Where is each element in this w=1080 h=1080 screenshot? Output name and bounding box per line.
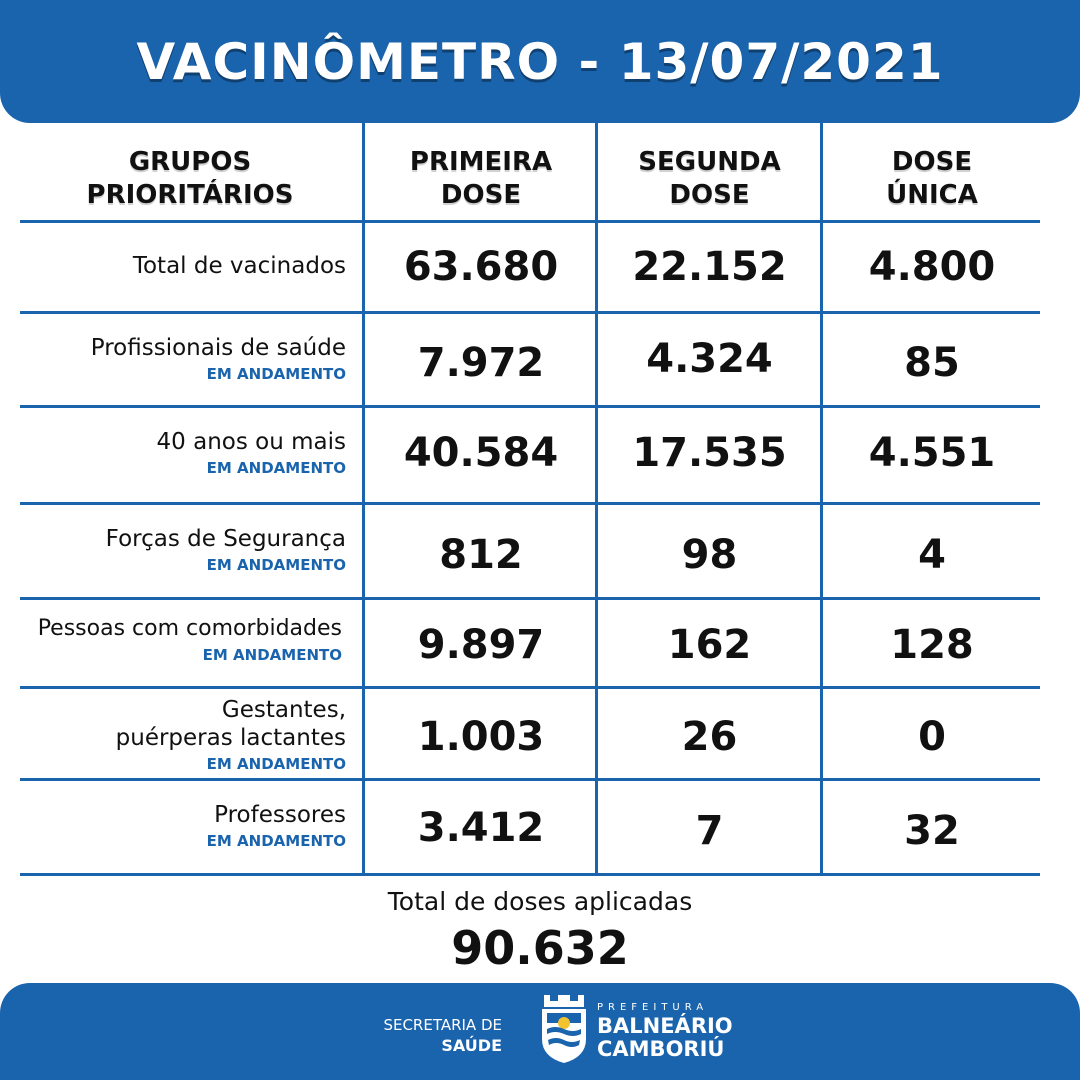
column-header-second-dose (599, 146, 820, 216)
row-divider (20, 220, 1040, 223)
row-divider (20, 778, 1040, 781)
secretariat-line: SAÚDE (441, 1036, 502, 1055)
table-cell-first-dose: 40.584 (403, 430, 559, 476)
row-name: Total de vacinados (132, 253, 346, 279)
table-cell-single-dose: 85 (904, 340, 960, 386)
table-cell-single-dose: 32 (904, 808, 960, 854)
row-label-teachers (6, 801, 346, 853)
table-cell-second-dose: 162 (667, 622, 752, 668)
column-header-line: ÚNICA (886, 180, 978, 210)
column-header-line: DOSE (669, 180, 750, 210)
status-badge: EM ANDAMENTO (206, 365, 346, 383)
table-cell-first-dose: 3.412 (417, 805, 545, 851)
city-name-line: BALNEÁRIO (597, 1014, 733, 1038)
city-logo-wordmark (597, 1001, 757, 1061)
row-label-pregnant (6, 696, 346, 776)
row-label-40-plus (6, 428, 346, 480)
row-name: Professores (214, 802, 346, 828)
row-name: Forças de Segurança (105, 526, 346, 552)
total-doses-value: 90.632 (451, 921, 629, 975)
table-cell-second-dose: 17.535 (632, 430, 787, 476)
city-name-line: CAMBORIÚ (597, 1037, 725, 1061)
column-header-line: DOSE (891, 147, 973, 177)
row-name: Pessoas com comorbidades (37, 616, 342, 641)
page-title: VACINÔMETRO - 13/07/2021 (136, 33, 944, 91)
status-badge: EM ANDAMENTO (206, 459, 346, 477)
table-cell-second-dose: 98 (681, 532, 738, 578)
row-label-comorbidities (2, 615, 342, 667)
row-name-line2: puérperas lactantes (115, 725, 346, 751)
column-divider (820, 123, 823, 875)
column-header-line: PRIORITÁRIOS (86, 180, 294, 210)
header-banner (0, 0, 1080, 123)
row-divider (20, 311, 1040, 314)
row-name: Profissionais de saúde (90, 335, 346, 361)
row-name: Gestantes, (221, 697, 346, 723)
row-label-security-forces (6, 525, 346, 577)
column-header-groups (20, 146, 360, 216)
status-badge: EM ANDAMENTO (206, 755, 346, 773)
table-cell-single-dose: 128 (890, 622, 974, 668)
city-crest-icon (538, 993, 590, 1065)
column-header-line: SEGUNDA (638, 147, 781, 177)
column-header-line: DOSE (440, 180, 522, 210)
table-cell-second-dose: 7 (695, 808, 724, 854)
table-cell-first-dose: 1.003 (417, 714, 545, 760)
table-cell-second-dose: 26 (681, 714, 738, 760)
column-divider (595, 123, 598, 875)
column-header-single-dose (824, 146, 1040, 216)
column-header-first-dose (366, 146, 596, 216)
status-badge: EM ANDAMENTO (202, 646, 342, 664)
row-name: 40 anos ou mais (156, 429, 346, 455)
column-header-line: PRIMEIRA (409, 147, 553, 177)
table-cell-first-dose: 63.680 (403, 244, 559, 290)
column-header-line: GRUPOS (128, 147, 252, 177)
table-cell-single-dose: 4.800 (868, 244, 996, 290)
row-divider (20, 405, 1040, 408)
row-label-health-professionals (6, 334, 346, 386)
total-doses-label: Total de doses aplicadas (387, 887, 693, 916)
table-cell-single-dose: 4 (918, 532, 946, 578)
prefeitura-label: PREFEITURA (597, 1002, 709, 1013)
row-divider (20, 597, 1040, 600)
status-badge: EM ANDAMENTO (206, 556, 346, 574)
row-divider (20, 686, 1040, 689)
table-cell-second-dose: 22.152 (632, 244, 787, 290)
table-cell-first-dose: 7.972 (417, 340, 545, 386)
secretariat-line: SECRETARIA DE (383, 1016, 502, 1034)
row-label-total-vaccinated (6, 252, 346, 280)
table-cell-single-dose: 4.551 (868, 430, 996, 476)
column-divider (362, 123, 365, 875)
status-badge: EM ANDAMENTO (206, 832, 346, 850)
row-divider (20, 873, 1040, 876)
table-cell-second-dose: 4.324 (646, 336, 773, 382)
health-secretariat-label (330, 1015, 502, 1057)
table-cell-single-dose: 0 (918, 714, 946, 760)
row-divider (20, 502, 1040, 505)
table-cell-first-dose: 812 (439, 532, 523, 578)
table-cell-first-dose: 9.897 (417, 622, 545, 668)
